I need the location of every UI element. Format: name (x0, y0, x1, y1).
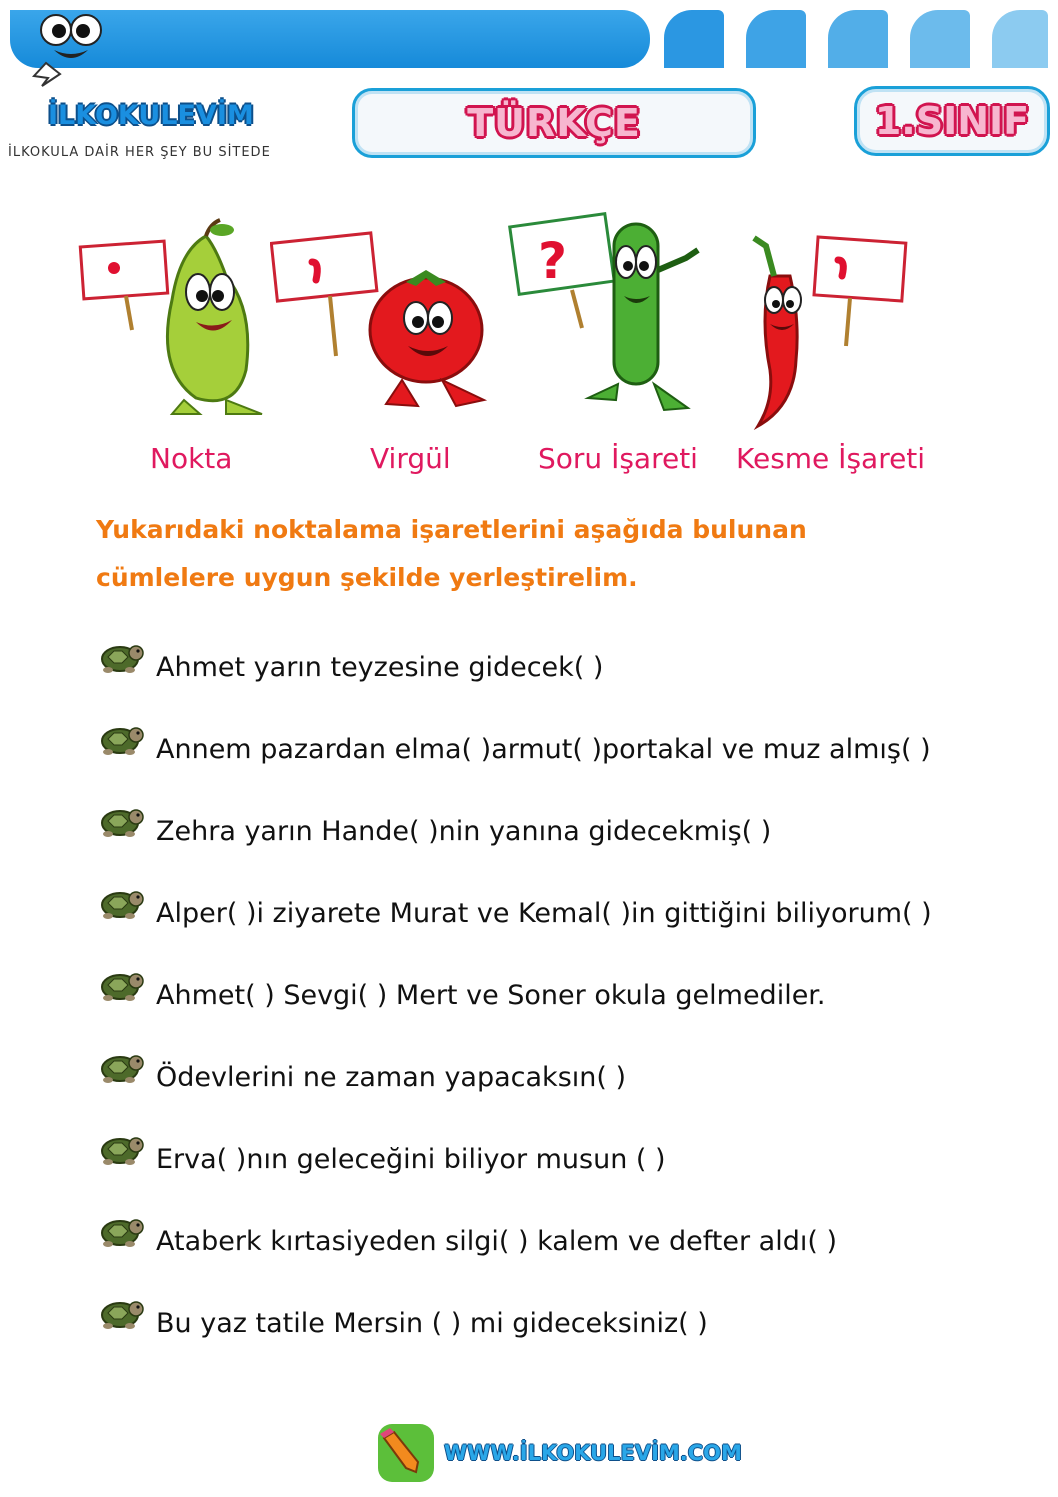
header-tab-3 (828, 10, 888, 68)
question-item (100, 632, 603, 682)
turtle-icon (100, 799, 144, 843)
question-text: Bu yaz tatile Mersin ( ) mi gideceksiniz( ) (156, 1307, 708, 1339)
subject-title: TÜRKÇE (467, 101, 641, 145)
turtle-icon (100, 881, 144, 925)
turtle-icon (100, 1127, 144, 1171)
question-text: Erva( )nın geleceğini biliyor musun ( ) (156, 1143, 666, 1175)
cucumber-icon (508, 200, 708, 430)
question-text: Annem pazardan elma( )armut( )portakal ve muz almış( ) (156, 733, 931, 765)
grade-badge (854, 86, 1050, 156)
question-text: Ataberk kırtasiyeden silgi( ) kalem ve defter aldı( ) (156, 1225, 837, 1257)
mascot-icon (26, 8, 116, 90)
question-item (100, 1206, 837, 1256)
question-item (100, 714, 931, 764)
instruction-text: Yukarıdaki noktalama işaretlerini aşağıda bulunan cümlelere uygun şekilde yerleştirelim. (96, 515, 807, 592)
turtle-icon (100, 1209, 144, 1253)
footer (376, 1420, 742, 1486)
turtle-icon (100, 717, 144, 761)
question-item (100, 1124, 666, 1174)
label-nokta: Nokta (150, 442, 233, 475)
header-tab-2 (746, 10, 806, 68)
pepper-icon (730, 200, 920, 430)
tomato-icon (270, 200, 490, 430)
question-text: Zehra yarın Hande( )nin yanına gidecekmiş( ) (156, 815, 772, 847)
question-text: Ödevlerini ne zaman yapacaksın( ) (156, 1061, 627, 1093)
question-item (100, 878, 932, 928)
label-kesme-isareti: Kesme İşareti (736, 442, 926, 475)
question-item (100, 796, 771, 846)
turtle-icon (100, 963, 144, 1007)
question-text: Ahmet yarın teyzesine gidecek( ) (156, 651, 604, 683)
question-text: Alper( )i ziyarete Murat ve Kemal( )in gittiğini biliyorum( ) (156, 897, 932, 929)
pencil-icon (376, 1420, 436, 1486)
question-text: Ahmet( ) Sevgi( ) Mert ve Soner okula gelmediler. (156, 979, 826, 1011)
header-tab-4 (910, 10, 970, 68)
turtle-icon (100, 1291, 144, 1335)
subject-title-box (352, 88, 756, 158)
question-item (100, 960, 826, 1010)
footer-url[interactable]: WWW.İLKOKULEVİM.COM (444, 1441, 742, 1465)
question-item (100, 1288, 708, 1338)
label-soru-isareti: Soru İşareti (538, 442, 698, 475)
logo-tagline: İLKOKULA DAİR HER ŞEY BU SİTEDE (8, 145, 271, 160)
site-logo[interactable]: İLKOKULEVİM (48, 100, 254, 131)
header-tab-1 (664, 10, 724, 68)
svg-text:?: ? (538, 232, 568, 290)
header-tab-5 (992, 10, 1048, 68)
pear-icon (76, 200, 276, 430)
grade-label: 1.SINIF (874, 99, 1030, 143)
turtle-icon (100, 635, 144, 679)
label-virgul: Virgül (370, 442, 451, 475)
question-item (100, 1042, 626, 1092)
turtle-icon (100, 1045, 144, 1089)
